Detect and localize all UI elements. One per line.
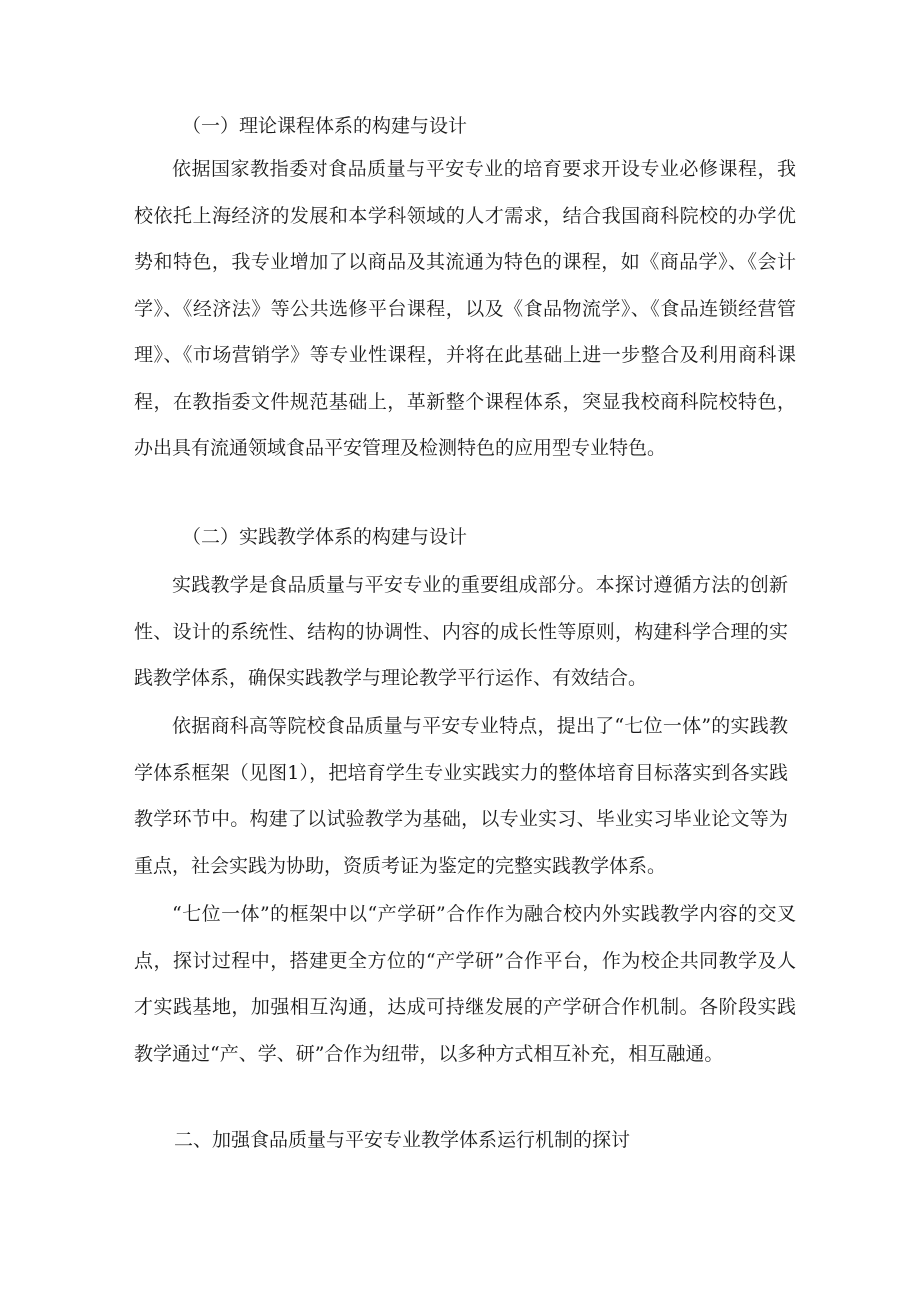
paragraph-practice-principles: 实践教学是食品质量与平安专业的重要组成部分。本探讨遵循方法的创新性、设计的系统性、结构的协调性、内容的成长性等原则，构建科学合理的实践教学体系，确保实践教学与理论教学平行运作、有效结合。 <box>134 574 788 689</box>
paragraph-industry-university-research: “七位一体”的框架中以“产学研”合作作为融合校内外实践教学内容的交叉点，探讨过程中，搭建更全方位的“产学研”合作平台，作为校企共同教学及人才实践基地，加强相互沟通，达成可持继发展的产学研合作机制。各阶段实践教学通过“产、学、研”合作为纽带，以多种方式相互补充，相互融通。 <box>134 903 796 1065</box>
paragraph-theory-curriculum: 依据国家教指委对食品质量与平安专业的培育要求开设专业必修课程，我校依托上海经济的发展和本学科领域的人才需求，结合我国商科院校的办学优势和特色，我专业增加了以商品及其流通为特色的课程，如《商品学》、《会计学》、《经济法》等公共选修平台课程，以及《食品物流学》、《食品连锁经营管理》、《市场营销学》等专业性课程，并将在此基础上进一步整合及利用商科课程，在教指委文件规范基础上，革新整个课程体系，突显我校商科院校特色，办出具有流通领域食品平安管理及检测特色的应用型专业特色。 <box>134 158 796 459</box>
section-heading-theory-curriculum: （一）理论课程体系的构建与设计 <box>182 115 468 137</box>
paragraph-seven-in-one-framework: 依据商科高等院校食品质量与平安专业特点，提出了“七位一体”的实践教学体系框架（见图1），把培育学生专业实践实力的整体培育目标落实到各实践教学环节中。构建了以试验教学为基础，以专业实习、毕业实习毕业论文等为重点，社会实践为协助，资质考证为鉴定的完整实践教学体系。 <box>134 715 788 877</box>
section-heading-practice-teaching: （二）实践教学体系的构建与设计 <box>182 526 468 548</box>
chapter-heading-operation-mechanism: 二、加强食品质量与平安专业教学体系运行机制的探讨 <box>174 1129 631 1151</box>
